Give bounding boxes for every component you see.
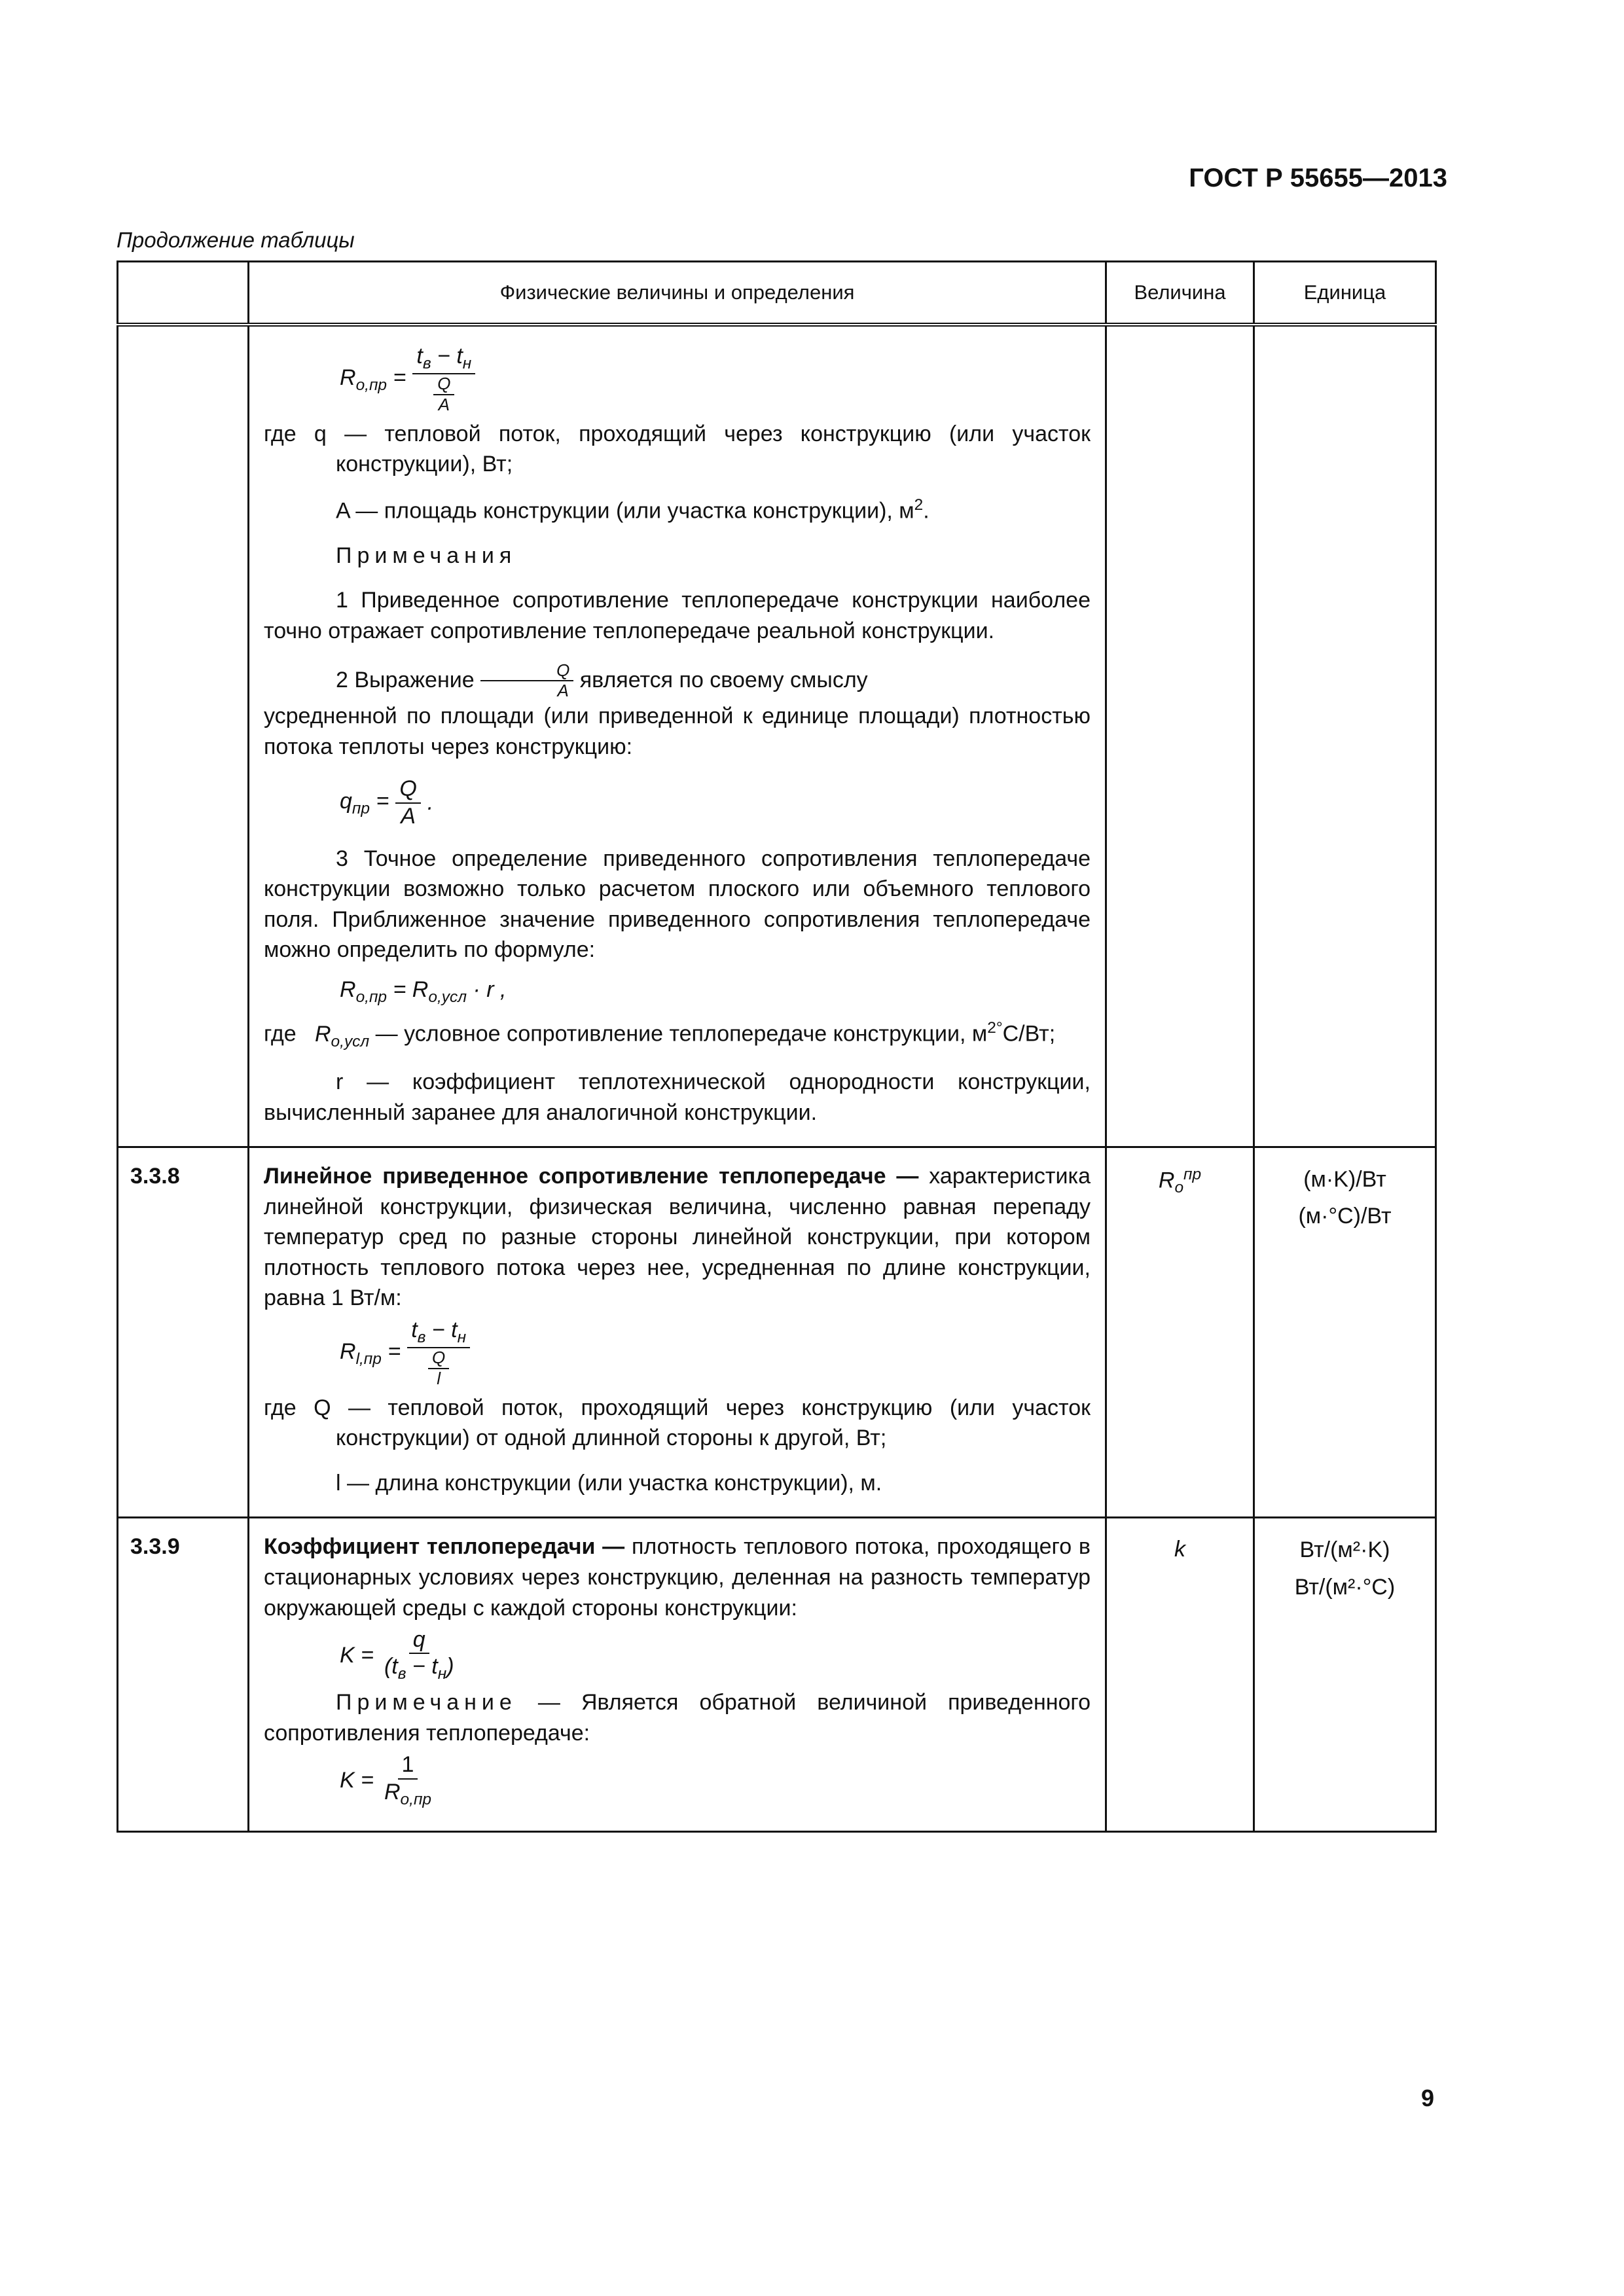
r-definition: r — коэффициент теплотехнической однородности конструкции, вычисленный заранее для аналогичной конструкции. [264,1069,1091,1125]
header-unit: Единица [1254,262,1436,325]
where-q-text: где q — тепловой поток, проходящий через конструкцию (или участок конструкции), Вт; [264,421,1091,477]
formula-k: K = $\frac{q}{(t_в - t_н)}$ [340,1627,454,1683]
formula-q-pr: $q_{пр}$ = $\frac{Q}{A}$ . [340,776,434,829]
note-1: 1 Приведенное сопротивление теплопередаче конструкции наиболее точно отражает сопротивление теплопередаче реальной конструкции. [264,588,1091,643]
note-2-continuation: усредненной по площади (или приведенной к единице площади) плотностью потока теплоты через конструкцию: [264,704,1091,759]
page-number: 9 [1420,2085,1434,2111]
quantity-symbol: k [1106,1518,1254,1832]
table-row-continuation [118,325,1436,1147]
cell-unit [1254,1147,1436,1518]
cell-unit [1254,325,1436,1147]
cell-definition [249,325,1106,1147]
note-text: Примечание — Является обратной величиной приведенного сопротивления теплопередаче: [264,1690,1091,1746]
cell-number: 3.3.9 [118,1518,249,1832]
formula-r-l-pr: $R_{l,пр}$ = $\frac{t_в - t_н}{\frac{Q}{l}}$ [340,1318,1091,1389]
document-code: ГОСТ Р 55655—2013 [1189,164,1447,192]
table-header-row [118,262,1436,325]
unit-primary: Вт/(м²·K) [1299,1537,1390,1563]
note-2: 2 Выражение $\frac{Q}{A}$ является по своему смыслу [336,660,868,701]
unit-secondary: (м·°С)/Вт [1298,1204,1392,1229]
header-quantity: Величина [1106,262,1254,325]
a-definition: A — площадь конструкции (или участка конструкции), $м^2$. [336,495,929,524]
note-3: 3 Точное определение приведенного сопротивления теплопередаче конструкции возможно только расчетом плоского или объемного теплового поля. Приближенное значение приведенного сопротивления теплопередаче можно определить по формуле: [264,846,1091,963]
definition-text: Коэффициент теплопередачи — плотность теплового потока, проходящего в стационарных условиях через конструкцию, деленная на разность температур окружающей среды с каждой стороны конструкции: [264,1534,1091,1621]
unit-primary: (м·K)/Вт [1303,1167,1386,1193]
l-definition: l — длина конструкции (или участка конструкции), м. [336,1470,882,1496]
formula-r-o-pr-approx: $R_{о,пр} = R_{о,усл} \cdot r$ , [340,977,507,1006]
definitions-table [117,260,1437,1833]
notes-title: Примечания [336,543,517,568]
cell-number: 3.3.8 [118,1147,249,1518]
cell-unit [1254,1518,1436,1832]
cell-definition [249,1518,1106,1832]
table-row-3-3-9 [118,1518,1436,1832]
unit-secondary: Вт/(м²·°С) [1294,1574,1396,1600]
table-continuation-label: Продолжение таблицы [117,228,355,252]
definition-text: Линейное приведенное сопротивление теплопередаче — характеристика линейной конструкции, физическая величина, численно равная перепаду температур сред по разные стороны линейной конструкции, при котором плотность теплового потока через нее, усредненная по длине конструкции, равна 1 Вт/м: [264,1164,1091,1311]
formula-k-inverse: K = $\frac{1}{R_{о,пр}}$ [340,1752,432,1808]
cell-quantity [1106,325,1254,1147]
quantity-symbol: $R_o^{пр}$ [1106,1147,1254,1518]
where-q-text: где Q — тепловой поток, проходящий через конструкцию (или участок конструкции) от одной длинной стороны к другой, Вт; [264,1395,1091,1451]
where-r-usl-text: где $R_{о,усл}$ — условное сопротивление теплопередаче конструкции, $м^{2^\circ}С/Вт$; [264,1019,1056,1050]
cell-definition [249,1147,1106,1518]
header-number [118,262,249,325]
cell-number [118,325,249,1147]
table-row-3-3-8 [118,1147,1436,1518]
formula-r-o-pr: $R_{о,пр}$ = $\frac{t_в - t_н}{\frac{Q}{A}}$ [340,344,1091,415]
header-definitions: Физические величины и определения [249,262,1106,325]
